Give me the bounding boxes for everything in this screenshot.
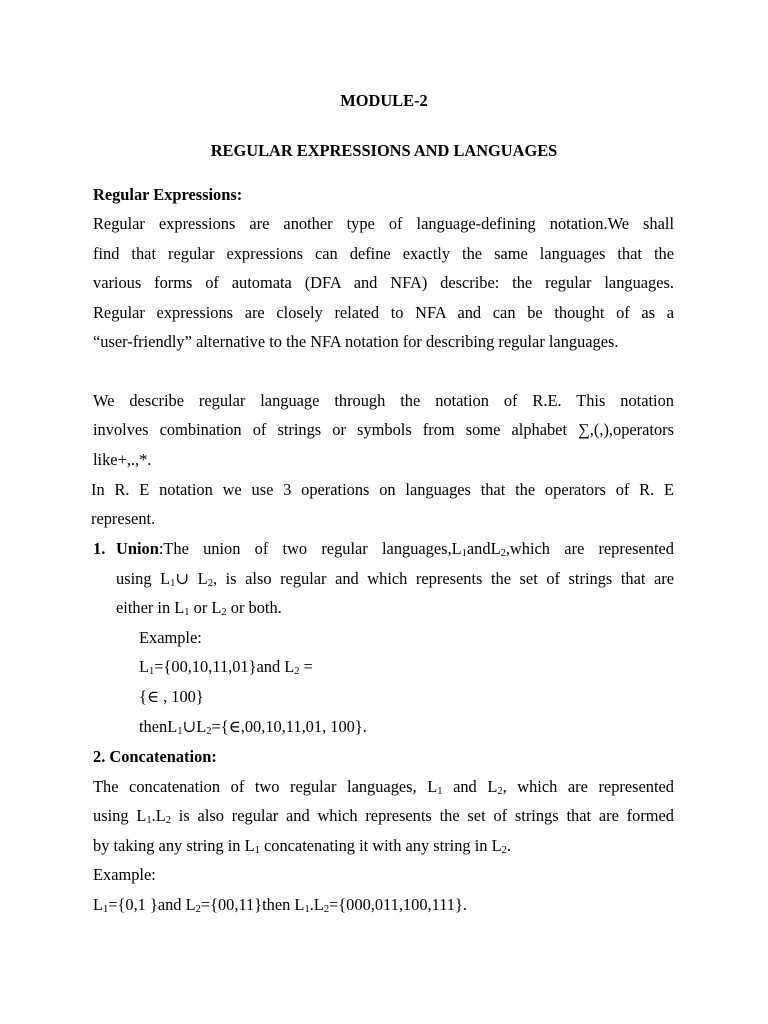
union-line3-text-c: or both. (226, 598, 282, 617)
concat-line1-text-a: The concatenation of two regular languages, L (93, 777, 438, 796)
para1-line3: various forms of automata (DFA and NFA) describe: the regular languages. (93, 273, 674, 292)
concat-line2-text-c: is also regular and which represents the set of strings that are formed (170, 806, 674, 825)
subscript: 2 (497, 786, 503, 797)
subscript: 2 (500, 548, 506, 559)
union-line1-text-b: and (466, 539, 491, 558)
concat-line1-text-c: , which are represented (502, 777, 674, 796)
para3-line2: represent. (91, 509, 156, 528)
union-example-line2: {∈ , 100} (139, 687, 204, 706)
union-line1: Union:The union of two regular $languages,L_1andL_2,which$ are represented (116, 539, 674, 559)
concat-line1-text-b: and L (442, 777, 498, 796)
concat-ex-text-a: L (93, 895, 104, 914)
para3-line1: In R. E notation we use 3 operations on languages that the operators of R. E (91, 480, 674, 499)
union-number: 1. (93, 539, 106, 558)
para2-line2: involves combination of strings or symbols from some alphabet ∑,(,),operators (93, 420, 674, 439)
subscript: 1 (170, 578, 176, 589)
subscript: 2 (195, 904, 201, 915)
union-line2-text-a: using L (116, 569, 171, 588)
concat-line1 (93, 777, 674, 797)
subscript: 2 (294, 666, 300, 677)
section-heading: Regular Expressions: (93, 185, 243, 204)
union-example-line1 (139, 657, 313, 677)
concat-line2-text-b: .L (151, 806, 166, 825)
union-line1-text-a: :The union of two regular languages,L (158, 539, 462, 558)
subscript: 1 (103, 904, 109, 915)
subscript: 1 (437, 786, 443, 797)
union-ex1-text-a: L (139, 657, 150, 676)
concat-line3-text-b: concatenating it with any string in L (259, 836, 502, 855)
para1-line4: Regular expressions are closely related to NFA and can be thought of as a (93, 303, 674, 322)
subscript: 1 (149, 666, 155, 677)
para1-line2: find that regular expressions can define exactly the same languages that the (93, 244, 674, 263)
subscript: 1 (304, 904, 310, 915)
subscript: 1 (146, 815, 152, 826)
concat-ex-text-b: ={0,1 }and L (108, 895, 196, 914)
subscript: 2 (323, 904, 330, 915)
concat-example-line (93, 895, 467, 915)
subscript: 1 (254, 845, 260, 856)
union-line2-text-c: , is also regular and which represents the set of strings that are (212, 569, 674, 588)
concat-line3 (93, 836, 511, 856)
concat-ex-text-d: .L (309, 895, 324, 914)
union-ex1-text-b: ={00,10,11,01}and L (154, 657, 295, 676)
para2-line1: We describe regular language through the notation of R.E. This notation (93, 391, 674, 410)
union-ex3-text-a: thenL (139, 717, 178, 736)
union-line3 (116, 598, 282, 618)
para1-line1: Regular expressions are another type of language-defining notation.We shall (93, 214, 674, 233)
union-ex3-text-b: ∪L (182, 717, 207, 736)
subscript: 2 (165, 815, 171, 826)
concatenation-heading: 2. Concatenation: (93, 747, 217, 766)
union-ex3-text-c: ={∈,00,10,11,01, 100}. (211, 717, 367, 736)
concat-ex-text-c: ={00,11}then L (200, 895, 305, 914)
module-title: MODULE-2 (340, 91, 428, 110)
union-line2-text-b: ∪ L (175, 569, 208, 588)
union-line3-text-a: either in L (116, 598, 185, 617)
subscript: 2 (501, 845, 507, 856)
subscript: 1 (461, 548, 467, 559)
concat-line3-text-a: by taking any string in L (93, 836, 255, 855)
concat-line2-text-a: using L (93, 806, 147, 825)
union-line2 (116, 569, 674, 589)
para1-line5: “user-friendly” alternative to the NFA notation for describing regular languages. (93, 332, 619, 351)
union-label: Union (116, 539, 159, 558)
subscript: 2 (206, 726, 212, 737)
union-ex1-text-c: = (299, 657, 313, 676)
concat-line3-text-c: . (506, 836, 511, 855)
chapter-title: REGULAR EXPRESSIONS AND LANGUAGES (210, 141, 558, 160)
subscript: 2 (221, 607, 227, 618)
union-line3-text-b: or L (189, 598, 222, 617)
subscript: 2 (207, 578, 213, 589)
union-example-line3 (139, 717, 367, 737)
para2-line3: like+,.,*. (93, 450, 152, 469)
subscript: 1 (177, 726, 183, 737)
concat-line2 (93, 806, 674, 826)
union-example-label: Example: (139, 628, 202, 647)
subscript: 1 (184, 607, 190, 618)
concat-ex-text-e: ={000,011,100,111}. (329, 895, 467, 914)
concat-example-label: Example: (93, 865, 156, 884)
union-line1-text-c: ,which are represented (505, 539, 674, 558)
